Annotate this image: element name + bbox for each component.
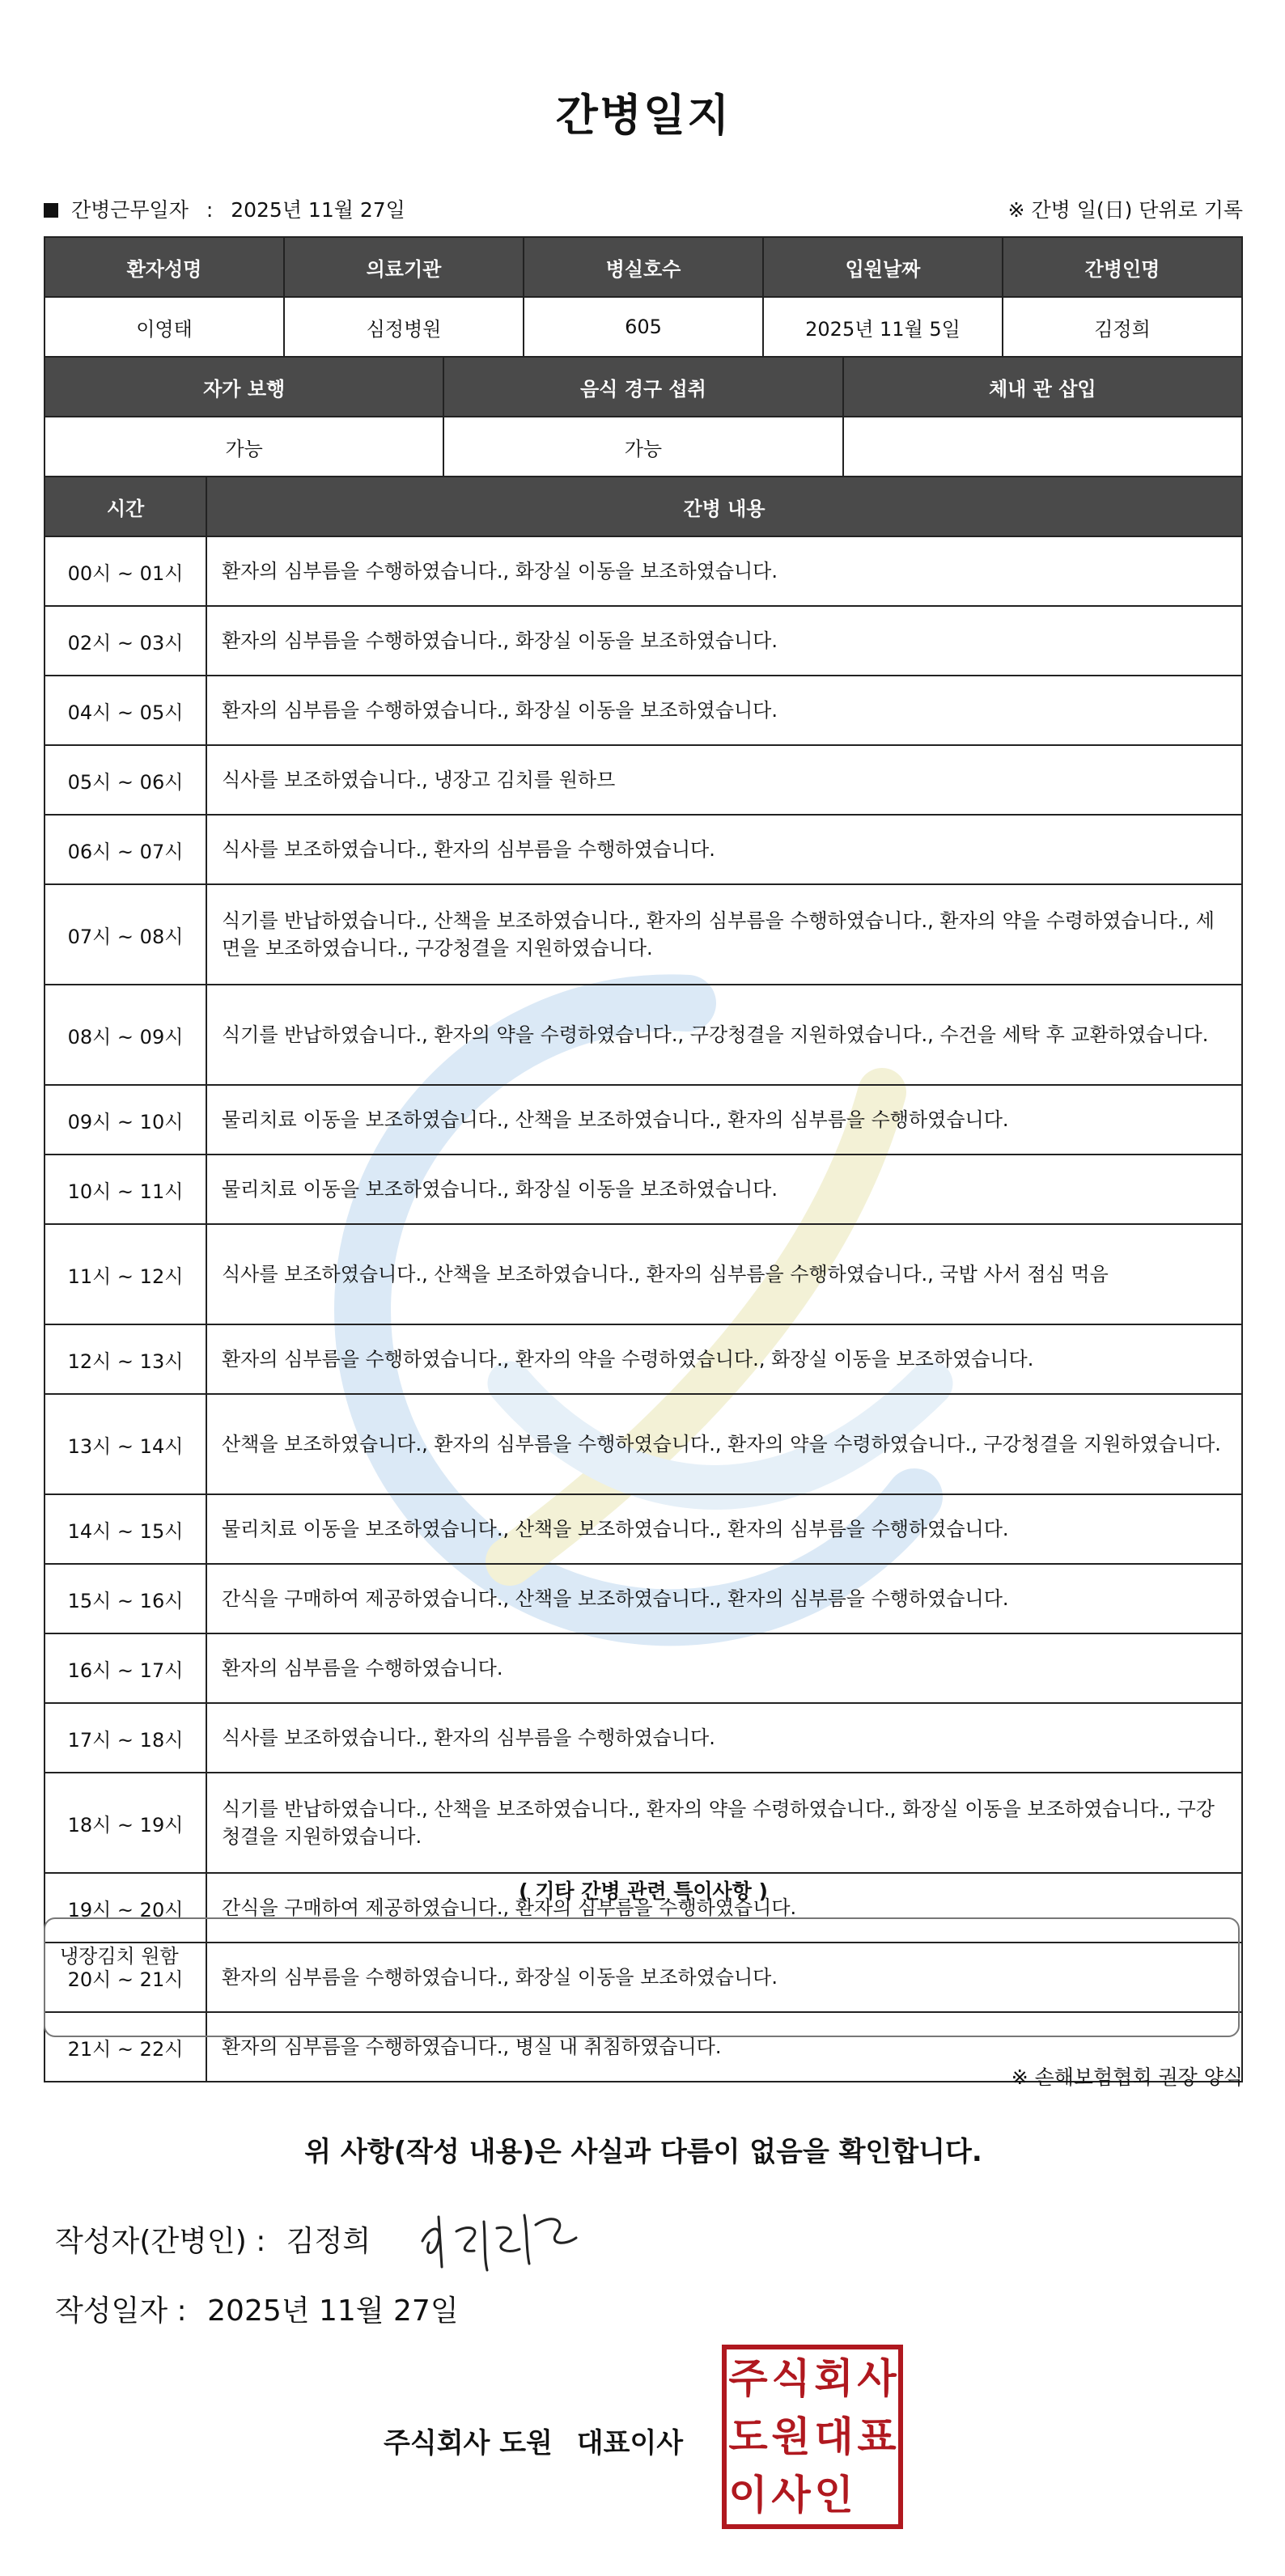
patient-name: 이영태: [45, 297, 284, 357]
seal-character: 이: [728, 2472, 768, 2519]
seal-character: 식: [771, 2355, 811, 2402]
log-time: 11시 ~ 12시: [45, 1224, 206, 1324]
work-date-label: 간병근무일자: [70, 198, 189, 222]
seal-character: 주: [728, 2355, 768, 2402]
log-time: 06시 ~ 07시: [45, 815, 206, 884]
unit-note: ※ 간병 일(日) 단위로 기록: [1007, 198, 1243, 222]
log-time: 19시 ~ 20시: [45, 1873, 206, 1943]
log-time: 00시 ~ 01시: [45, 536, 206, 606]
seal-character: 사: [857, 2355, 897, 2402]
seal-character: 원: [771, 2413, 811, 2460]
log-content: 환자의 심부름을 수행하였습니다., 환자의 약을 수령하였습니다., 화장실 이동을 보조하였습니다.: [206, 1324, 1242, 1394]
log-content: 간식을 구매하여 제공하였습니다., 산책을 보조하였습니다., 환자의 심부름을 수행하였습니다.: [206, 1564, 1242, 1633]
log-content: 환자의 심부름을 수행하였습니다., 화장실 이동을 보조하였습니다.: [206, 1943, 1242, 2012]
seal-character: 사: [771, 2472, 811, 2519]
log-body: [45, 536, 1242, 2082]
log-time: 08시 ~ 09시: [45, 985, 206, 1085]
log-content: 물리치료 이동을 보조하였습니다., 화장실 이동을 보조하였습니다.: [206, 1155, 1242, 1224]
log-content: 식기를 반납하였습니다., 산책을 보조하였습니다., 환자의 약을 수령하였습니다., 화장실 이동을 보조하였습니다., 구강청결을 지원하였습니다.: [206, 1773, 1242, 1873]
log-row: [45, 1224, 1242, 1324]
header-walking: 자가 보행: [45, 357, 443, 417]
log-row: [45, 1324, 1242, 1394]
walking-status: 가능: [45, 417, 443, 477]
log-time: 09시 ~ 10시: [45, 1085, 206, 1155]
notes-box: [44, 1917, 1240, 2037]
square-bullet-icon: [44, 203, 58, 218]
hospital: 심정병원: [284, 297, 524, 357]
write-date-label: 작성일자 :: [55, 2294, 187, 2328]
status-value-row: [45, 417, 1242, 477]
log-time: 16시 ~ 17시: [45, 1633, 206, 1703]
seal-character: 표: [857, 2413, 897, 2460]
caregiver-name: 김정희: [1003, 297, 1242, 357]
company-line: [384, 2421, 683, 2460]
header-time: 시간: [45, 477, 206, 536]
log-content: 식기를 반납하였습니다., 환자의 약을 수령하였습니다., 구강청결을 지원하였습니다., 수건을 세탁 후 교환하였습니다.: [206, 985, 1242, 1085]
page-title: 간병일지: [555, 90, 732, 141]
seal-spacer: [855, 2466, 898, 2524]
work-date: [44, 194, 405, 223]
status-header-row: [45, 357, 1242, 417]
room-number: 605: [524, 297, 763, 357]
header-hospital: 의료기관: [284, 237, 524, 297]
log-row: [45, 1773, 1242, 1873]
log-row: [45, 745, 1242, 815]
work-date-value: 2025년 11월 27일: [231, 198, 405, 222]
seal-character: 회: [814, 2355, 854, 2402]
log-time: 02시 ~ 03시: [45, 606, 206, 676]
header-admission-date: 입원날짜: [763, 237, 1003, 297]
log-content: 환자의 심부름을 수행하였습니다., 화장실 이동을 보조하였습니다.: [206, 676, 1242, 745]
oral-intake-status: 가능: [443, 417, 842, 477]
patient-header-row: [45, 237, 1242, 297]
log-content: 환자의 심부름을 수행하였습니다., 화장실 이동을 보조하였습니다.: [206, 606, 1242, 676]
write-date-line: [55, 2288, 459, 2329]
log-time: 10시 ~ 11시: [45, 1155, 206, 1224]
log-time: 21시 ~ 22시: [45, 2012, 206, 2082]
log-time: 17시 ~ 18시: [45, 1703, 206, 1773]
log-header-row: [45, 477, 1242, 536]
log-content: 환자의 심부름을 수행하였습니다., 화장실 이동을 보조하였습니다.: [206, 536, 1242, 606]
notes-title: ( 기타 간병 관련 특이사항 ): [519, 1879, 768, 1903]
patient-status-table: [44, 356, 1243, 477]
form-note: ※ 손해보험협회 권장 양식: [1011, 2065, 1243, 2089]
log-row: [45, 606, 1242, 676]
writer-label: 작성자(간병인) :: [55, 2225, 266, 2258]
log-content: 식사를 보조하였습니다., 환자의 심부름을 수행하였습니다.: [206, 815, 1242, 884]
log-row: [45, 815, 1242, 884]
log-row: [45, 676, 1242, 745]
seal-character: 인: [814, 2472, 854, 2519]
log-content: 산책을 보조하였습니다., 환자의 심부름을 수행하였습니다., 환자의 약을 수령하였습니다., 구강청결을 지원하였습니다.: [206, 1394, 1242, 1494]
log-time: 05시 ~ 06시: [45, 745, 206, 815]
seal-characters: [722, 2345, 903, 2529]
log-content: 식사를 보조하였습니다., 산책을 보조하였습니다., 환자의 심부름을 수행하였습니다., 국밥 사서 점심 먹음: [206, 1224, 1242, 1324]
log-row: [45, 1564, 1242, 1633]
log-time: 12시 ~ 13시: [45, 1324, 206, 1394]
work-date-separator: :: [206, 198, 214, 222]
writer-name: 김정희: [286, 2225, 371, 2258]
seal-character: 도: [728, 2413, 768, 2460]
log-content: 간식을 구매하여 제공하였습니다., 환자의 심부름을 수행하였습니다.: [206, 1873, 1242, 1943]
care-log-table: [44, 476, 1243, 2082]
header-caregiver: 간병인명: [1003, 237, 1242, 297]
log-time: 15시 ~ 16시: [45, 1564, 206, 1633]
log-content: 물리치료 이동을 보조하였습니다., 산책을 보조하였습니다., 환자의 심부름을 수행하였습니다.: [206, 1085, 1242, 1155]
header-care-content: 간병 내용: [206, 477, 1242, 536]
log-content: 식사를 보조하였습니다., 냉장고 김치를 원하므: [206, 745, 1242, 815]
log-time: 18시 ~ 19시: [45, 1773, 206, 1873]
log-content: 물리치료 이동을 보조하였습니다., 산책을 보조하였습니다., 환자의 심부름을 수행하였습니다.: [206, 1494, 1242, 1564]
log-content: 환자의 심부름을 수행하였습니다.: [206, 1633, 1242, 1703]
log-content: 식사를 보조하였습니다., 환자의 심부름을 수행하였습니다.: [206, 1703, 1242, 1773]
admission-date: 2025년 11월 5일: [763, 297, 1003, 357]
log-content: 식기를 반납하였습니다., 산책을 보조하였습니다., 환자의 심부름을 수행하였습니다., 환자의 약을 수령하였습니다., 세면을 보조하였습니다., 구강청결을 지원하였습니다.: [206, 884, 1242, 985]
log-time: 07시 ~ 08시: [45, 884, 206, 985]
log-row: [45, 1085, 1242, 1155]
log-time: 14시 ~ 15시: [45, 1494, 206, 1564]
meta-row: [44, 194, 1243, 227]
log-row: [45, 536, 1242, 606]
header-patient-name: 환자성명: [45, 237, 284, 297]
log-row: [45, 1494, 1242, 1564]
log-row: [45, 1703, 1242, 1773]
log-row: [45, 985, 1242, 1085]
seal-character: 대: [814, 2413, 854, 2460]
log-time: 04시 ~ 05시: [45, 676, 206, 745]
writer-line: [55, 2218, 371, 2260]
header-oral-intake: 음식 경구 섭취: [443, 357, 842, 417]
tube-insertion-status: [843, 417, 1242, 477]
company-name: 주식회사 도원: [384, 2427, 553, 2459]
company-seal: [722, 2345, 903, 2529]
header-tube-insertion: 체내 관 삽입: [843, 357, 1242, 417]
log-content: 환자의 심부름을 수행하였습니다., 병실 내 취침하였습니다.: [206, 2012, 1242, 2082]
log-row: [45, 1394, 1242, 1494]
log-time: 20시 ~ 21시: [45, 1943, 206, 2012]
log-row: [45, 1155, 1242, 1224]
signature-image: [406, 2193, 592, 2282]
patient-value-row: [45, 297, 1242, 357]
log-time: 13시 ~ 14시: [45, 1394, 206, 1494]
company-representative: 대표이사: [576, 2427, 684, 2459]
header-room: 병실호수: [524, 237, 763, 297]
notes-content: 냉장김치 원함: [60, 1945, 179, 1968]
write-date-value: 2025년 11월 27일: [207, 2294, 459, 2328]
confirmation-statement: 위 사항(작성 내용)은 사실과 다름이 없음을 확인합니다.: [304, 2136, 982, 2168]
log-row: [45, 1633, 1242, 1703]
patient-info-table: [44, 236, 1243, 358]
log-row: [45, 884, 1242, 985]
